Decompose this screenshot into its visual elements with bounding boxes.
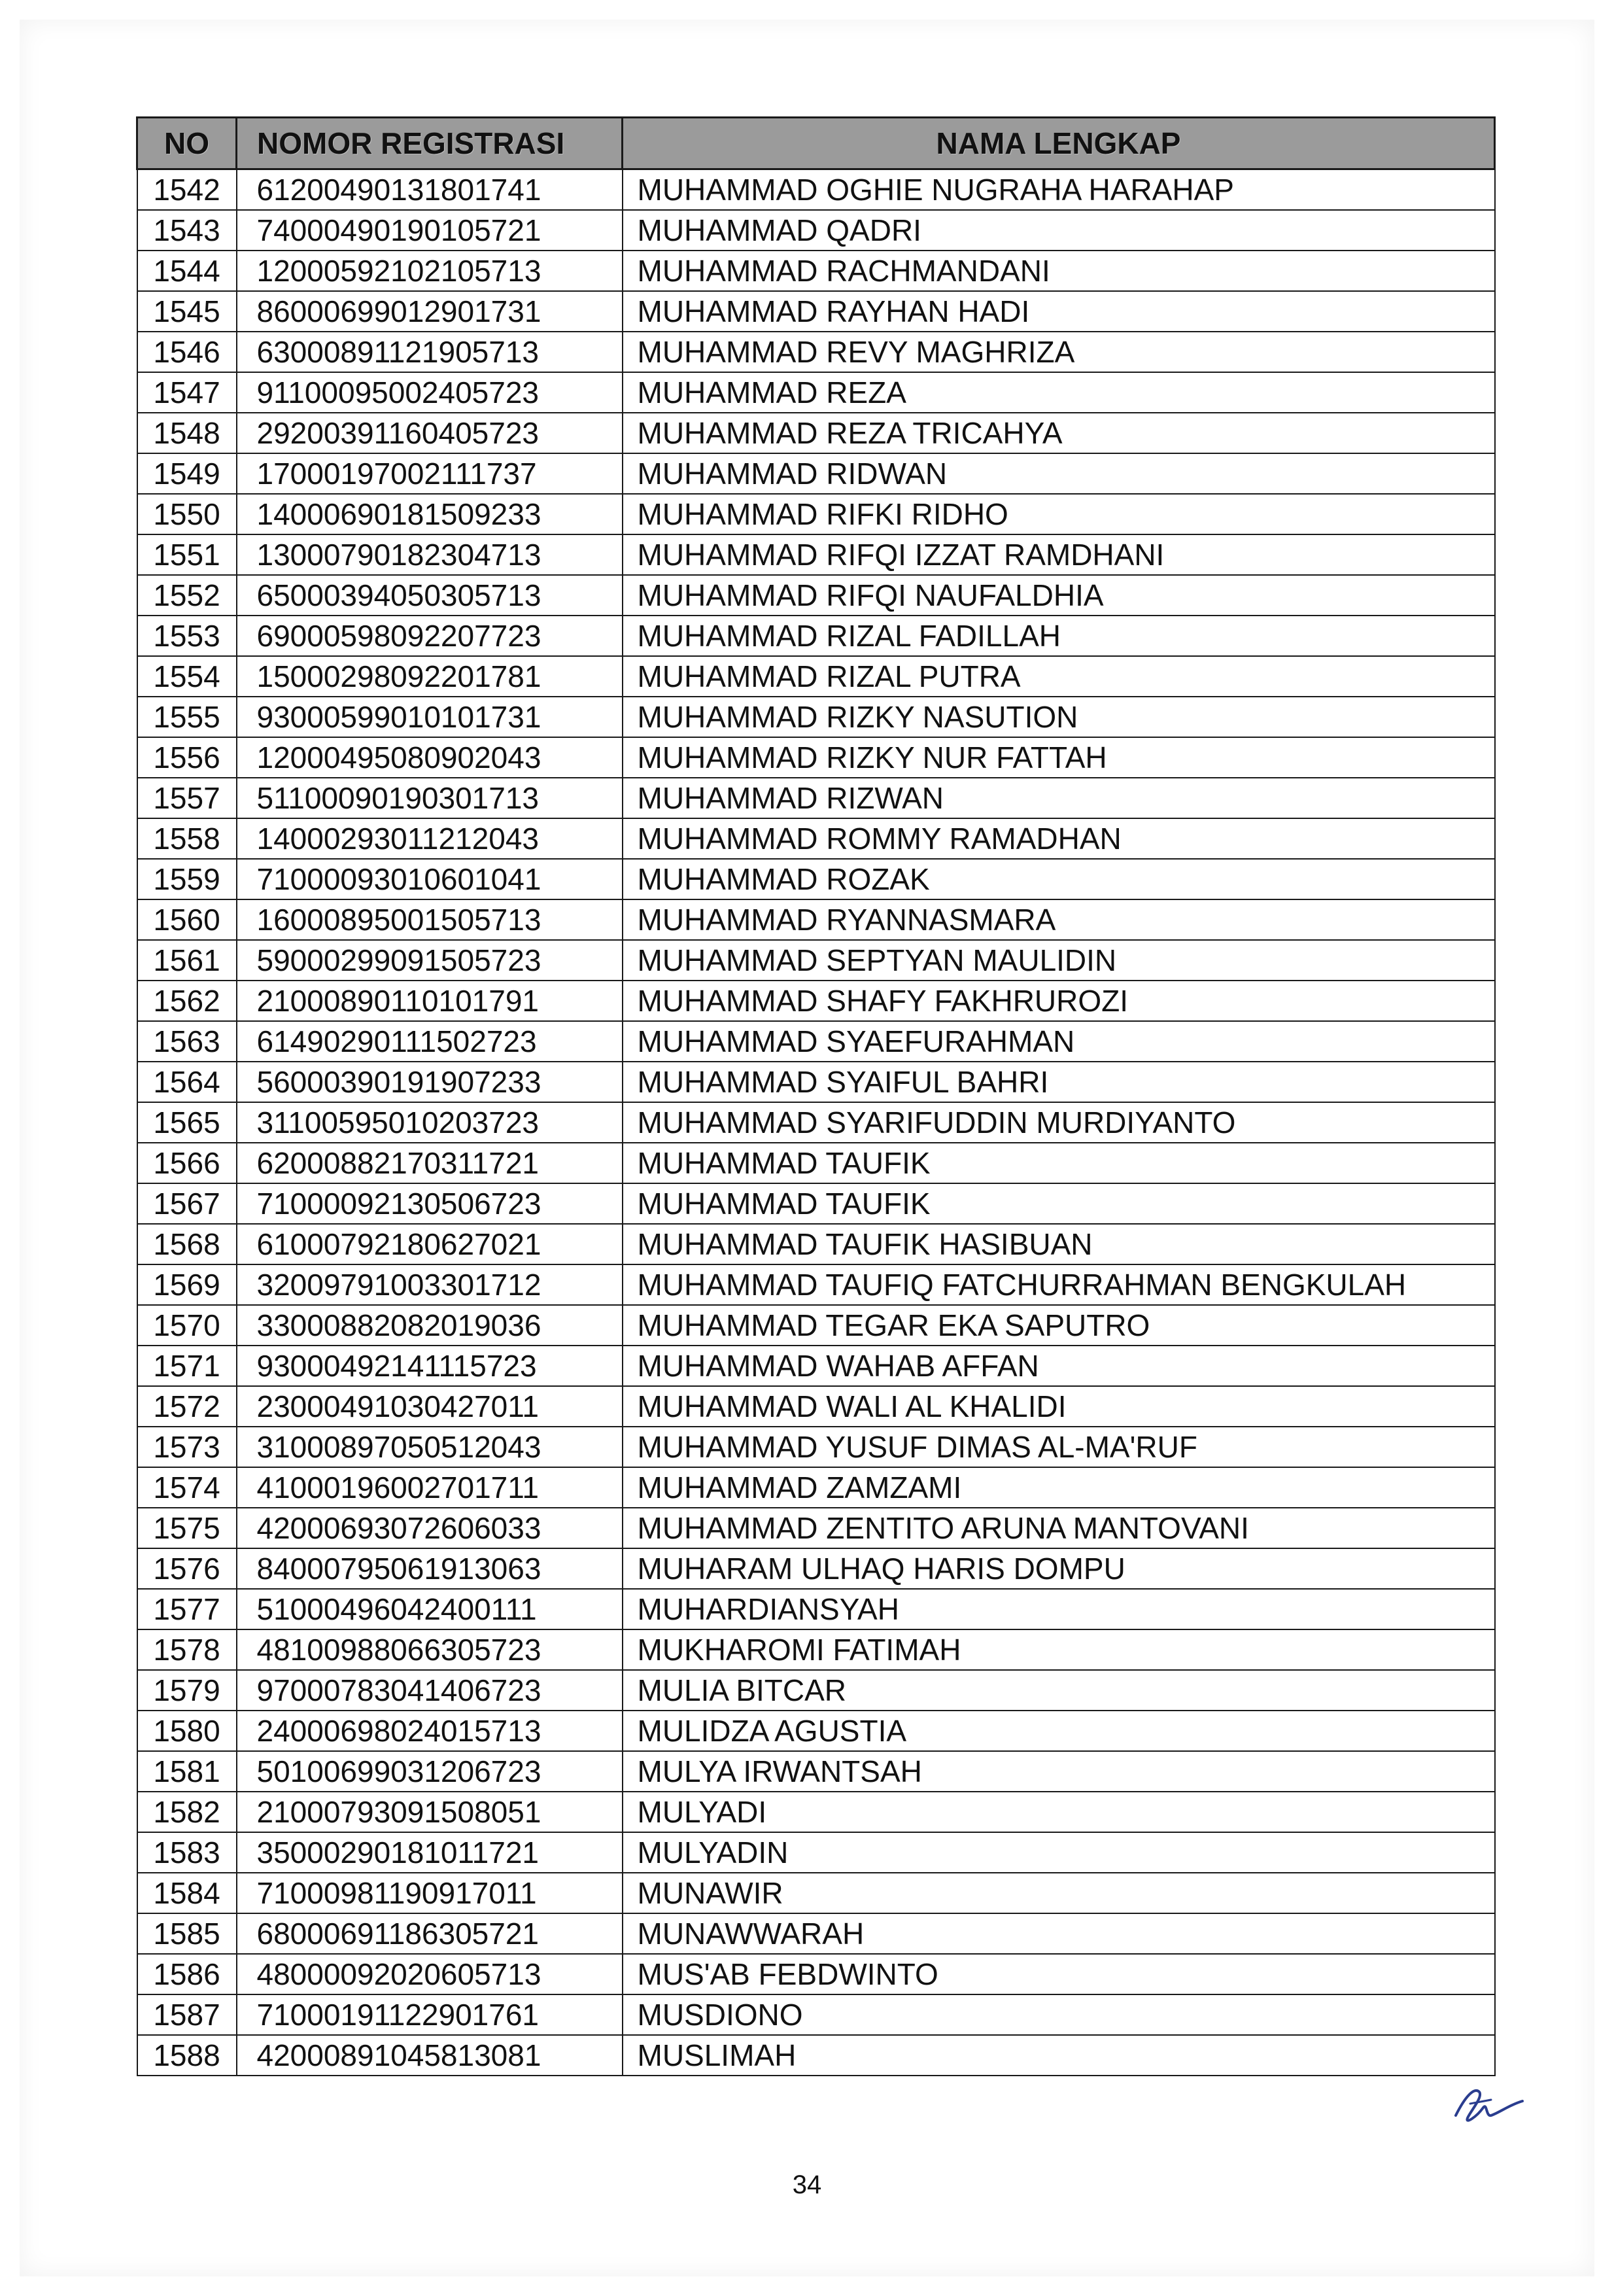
row-number-cell: 1562 <box>137 981 237 1021</box>
full-name-cell: MUHAMMAD RAYHAN HADI <box>623 291 1495 332</box>
table-row <box>137 1954 1495 1994</box>
table-row <box>137 778 1495 818</box>
row-number-cell: 1587 <box>137 1994 237 2035</box>
table-row <box>137 1386 1495 1427</box>
table-row <box>137 1102 1495 1143</box>
row-number-cell: 1579 <box>137 1670 237 1711</box>
row-number-cell: 1561 <box>137 940 237 981</box>
row-number-cell: 1551 <box>137 534 237 575</box>
table-row <box>137 1994 1495 2035</box>
table-row <box>137 1427 1495 1467</box>
full-name-cell: MUHAMMAD TAUFIK <box>623 1143 1495 1183</box>
table-row <box>137 1264 1495 1305</box>
row-number-cell: 1545 <box>137 291 237 332</box>
row-number-cell: 1546 <box>137 332 237 372</box>
registration-number-cell: 14000690181509233 <box>237 494 623 534</box>
registration-number-cell: 71000092130506723 <box>237 1183 623 1224</box>
registration-number-cell: 61200490131801741 <box>237 169 623 211</box>
row-number-cell: 1550 <box>137 494 237 534</box>
full-name-cell: MUNAWIR <box>623 1873 1495 1913</box>
row-number-cell: 1547 <box>137 372 237 413</box>
row-number-cell: 1563 <box>137 1021 237 1062</box>
table-row <box>137 1305 1495 1346</box>
registration-number-cell: 48000092020605713 <box>237 1954 623 1994</box>
row-number-cell: 1554 <box>137 656 237 697</box>
full-name-cell: MUHAMMAD RIZKY NASUTION <box>623 697 1495 737</box>
registration-number-cell: 21000793091508051 <box>237 1792 623 1832</box>
table-row <box>137 251 1495 291</box>
registration-number-cell: 84000795061913063 <box>237 1548 623 1589</box>
full-name-cell: MUHAMMAD RIFQI NAUFALDHIA <box>623 575 1495 616</box>
full-name-cell: MULIDZA AGUSTIA <box>623 1711 1495 1751</box>
full-name-cell: MUHAMMAD ZENTITO ARUNA MANTOVANI <box>623 1508 1495 1548</box>
full-name-cell: MULIA BITCAR <box>623 1670 1495 1711</box>
registration-number-cell: 32009791003301712 <box>237 1264 623 1305</box>
table-row <box>137 1062 1495 1102</box>
full-name-cell: MUHAMMAD RYANNASMARA <box>623 899 1495 940</box>
full-name-cell: MUHAMMAD SYAEFURAHMAN <box>623 1021 1495 1062</box>
table-row <box>137 1751 1495 1792</box>
table-row <box>137 291 1495 332</box>
registration-number-cell: 61000792180627021 <box>237 1224 623 1264</box>
page-number: 34 <box>792 2170 822 2199</box>
row-number-cell: 1586 <box>137 1954 237 1994</box>
registration-number-cell: 23000491030427011 <box>237 1386 623 1427</box>
registration-number-cell: 50100699031206723 <box>237 1751 623 1792</box>
registration-number-cell: 59000299091505723 <box>237 940 623 981</box>
row-number-cell: 1548 <box>137 413 237 453</box>
table-row <box>137 1832 1495 1873</box>
full-name-cell: MUHAMMAD YUSUF DIMAS AL-MA'RUF <box>623 1427 1495 1467</box>
table-row <box>137 1021 1495 1062</box>
registration-number-cell: 42000891045813081 <box>237 2035 623 2076</box>
full-name-cell: MUKHAROMI FATIMAH <box>623 1629 1495 1670</box>
row-number-cell: 1568 <box>137 1224 237 1264</box>
full-name-cell: MUHAMMAD WAHAB AFFAN <box>623 1346 1495 1386</box>
header-no: NO <box>137 118 237 169</box>
row-number-cell: 1566 <box>137 1143 237 1183</box>
registration-number-cell: 31000897050512043 <box>237 1427 623 1467</box>
header-registration-number: NOMOR REGISTRASI <box>237 118 623 169</box>
row-number-cell: 1558 <box>137 818 237 859</box>
row-number-cell: 1578 <box>137 1629 237 1670</box>
table-row <box>137 534 1495 575</box>
row-number-cell: 1583 <box>137 1832 237 1873</box>
table-row <box>137 1873 1495 1913</box>
row-number-cell: 1549 <box>137 453 237 494</box>
row-number-cell: 1564 <box>137 1062 237 1102</box>
full-name-cell: MUHAMMAD WALI AL KHALIDI <box>623 1386 1495 1427</box>
table-row <box>137 1670 1495 1711</box>
full-name-cell: MUHAMMAD QADRI <box>623 210 1495 251</box>
row-number-cell: 1581 <box>137 1751 237 1792</box>
registration-number-cell: 48100988066305723 <box>237 1629 623 1670</box>
registration-number-cell: 12000495080902043 <box>237 737 623 778</box>
registration-number-cell: 68000691186305721 <box>237 1913 623 1954</box>
full-name-cell: MUHAMMAD RIDWAN <box>623 453 1495 494</box>
table-row <box>137 981 1495 1021</box>
registration-number-cell: 17000197002111737 <box>237 453 623 494</box>
table-row <box>137 494 1495 534</box>
row-number-cell: 1584 <box>137 1873 237 1913</box>
full-name-cell: MUHAMMAD RIZAL PUTRA <box>623 656 1495 697</box>
registration-number-cell: 86000699012901731 <box>237 291 623 332</box>
registration-number-cell: 97000783041406723 <box>237 1670 623 1711</box>
row-number-cell: 1552 <box>137 575 237 616</box>
registration-number-cell: 71000981190917011 <box>237 1873 623 1913</box>
row-number-cell: 1542 <box>137 169 237 211</box>
table-header-row <box>137 118 1495 169</box>
registration-number-cell: 62000882170311721 <box>237 1143 623 1183</box>
table-row <box>137 616 1495 656</box>
table-row <box>137 169 1495 211</box>
full-name-cell: MUHAMMAD RACHMANDANI <box>623 251 1495 291</box>
row-number-cell: 1544 <box>137 251 237 291</box>
registration-table <box>136 116 1496 2076</box>
table-row <box>137 1143 1495 1183</box>
registration-number-cell: 24000698024015713 <box>237 1711 623 1751</box>
full-name-cell: MUHAMMAD ROZAK <box>623 859 1495 899</box>
registration-number-cell: 74000490190105721 <box>237 210 623 251</box>
registration-number-cell: 71000093010601041 <box>237 859 623 899</box>
registration-number-cell: 13000790182304713 <box>237 534 623 575</box>
full-name-cell: MUHAMMAD RIZAL FADILLAH <box>623 616 1495 656</box>
row-number-cell: 1575 <box>137 1508 237 1548</box>
row-number-cell: 1555 <box>137 697 237 737</box>
full-name-cell: MUHAMMAD SEPTYAN MAULIDIN <box>623 940 1495 981</box>
table-body <box>137 169 1495 2076</box>
row-number-cell: 1565 <box>137 1102 237 1143</box>
full-name-cell: MUHARAM ULHAQ HARIS DOMPU <box>623 1548 1495 1589</box>
full-name-cell: MUNAWWARAH <box>623 1913 1495 1954</box>
registration-number-cell: 42000693072606033 <box>237 1508 623 1548</box>
full-name-cell: MUHAMMAD ZAMZAMI <box>623 1467 1495 1508</box>
registration-number-cell: 14000293011212043 <box>237 818 623 859</box>
full-name-cell: MUHAMMAD TAUFIQ FATCHURRAHMAN BENGKULAH <box>623 1264 1495 1305</box>
full-name-cell: MUHARDIANSYAH <box>623 1589 1495 1629</box>
registration-number-cell: 31100595010203723 <box>237 1102 623 1143</box>
row-number-cell: 1569 <box>137 1264 237 1305</box>
registration-number-cell: 51000496042400111 <box>237 1589 623 1629</box>
full-name-cell: MUHAMMAD SHAFY FAKHRUROZI <box>623 981 1495 1021</box>
full-name-cell: MUHAMMAD RIFQI IZZAT RAMDHANI <box>623 534 1495 575</box>
full-name-cell: MUS'AB FEBDWINTO <box>623 1954 1495 1994</box>
full-name-cell: MUHAMMAD REZA <box>623 372 1495 413</box>
table-row <box>137 1346 1495 1386</box>
row-number-cell: 1556 <box>137 737 237 778</box>
table-row <box>137 737 1495 778</box>
registration-number-cell: 93000492141115723 <box>237 1346 623 1386</box>
table-row <box>137 453 1495 494</box>
full-name-cell: MUHAMMAD RIZKY NUR FATTAH <box>623 737 1495 778</box>
table-header <box>137 118 1495 169</box>
full-name-cell: MUHAMMAD ROMMY RAMADHAN <box>623 818 1495 859</box>
registration-number-cell: 33000882082019036 <box>237 1305 623 1346</box>
registration-number-cell: 51100090190301713 <box>237 778 623 818</box>
registration-number-cell: 41000196002701711 <box>237 1467 623 1508</box>
full-name-cell: MUSDIONO <box>623 1994 1495 2035</box>
registration-number-cell: 69000598092207723 <box>237 616 623 656</box>
full-name-cell: MUHAMMAD RIFKI RIDHO <box>623 494 1495 534</box>
row-number-cell: 1573 <box>137 1427 237 1467</box>
registration-number-cell: 56000390191907233 <box>237 1062 623 1102</box>
registration-number-cell: 91100095002405723 <box>237 372 623 413</box>
registration-number-cell: 63000891121905713 <box>237 332 623 372</box>
table-row <box>137 859 1495 899</box>
row-number-cell: 1557 <box>137 778 237 818</box>
table-row <box>137 697 1495 737</box>
full-name-cell: MUHAMMAD TEGAR EKA SAPUTRO <box>623 1305 1495 1346</box>
full-name-cell: MUHAMMAD OGHIE NUGRAHA HARAHAP <box>623 169 1495 211</box>
row-number-cell: 1577 <box>137 1589 237 1629</box>
row-number-cell: 1576 <box>137 1548 237 1589</box>
table-row <box>137 2035 1495 2076</box>
row-number-cell: 1567 <box>137 1183 237 1224</box>
table-row <box>137 1589 1495 1629</box>
row-number-cell: 1553 <box>137 616 237 656</box>
table-row <box>137 1183 1495 1224</box>
table-row <box>137 413 1495 453</box>
full-name-cell: MULYADIN <box>623 1832 1495 1873</box>
table-row <box>137 1711 1495 1751</box>
full-name-cell: MULYA IRWANTSAH <box>623 1751 1495 1792</box>
table-row <box>137 940 1495 981</box>
full-name-cell: MULYADI <box>623 1792 1495 1832</box>
table-row <box>137 899 1495 940</box>
full-name-cell: MUHAMMAD SYAIFUL BAHRI <box>623 1062 1495 1102</box>
registration-number-cell: 61490290111502723 <box>237 1021 623 1062</box>
table-row <box>137 1913 1495 1954</box>
table-row <box>137 210 1495 251</box>
row-number-cell: 1588 <box>137 2035 237 2076</box>
table-row <box>137 332 1495 372</box>
row-number-cell: 1571 <box>137 1346 237 1386</box>
full-name-cell: MUHAMMAD REVY MAGHRIZA <box>623 332 1495 372</box>
registration-number-cell: 29200391160405723 <box>237 413 623 453</box>
full-name-cell: MUHAMMAD REZA TRICAHYA <box>623 413 1495 453</box>
registration-number-cell: 93000599010101731 <box>237 697 623 737</box>
header-full-name: NAMA LENGKAP <box>623 118 1495 169</box>
row-number-cell: 1570 <box>137 1305 237 1346</box>
row-number-cell: 1574 <box>137 1467 237 1508</box>
table-row <box>137 1508 1495 1548</box>
table-row <box>137 372 1495 413</box>
full-name-cell: MUHAMMAD TAUFIK HASIBUAN <box>623 1224 1495 1264</box>
row-number-cell: 1585 <box>137 1913 237 1954</box>
full-name-cell: MUSLIMAH <box>623 2035 1495 2076</box>
table-row <box>137 656 1495 697</box>
full-name-cell: MUHAMMAD TAUFIK <box>623 1183 1495 1224</box>
row-number-cell: 1580 <box>137 1711 237 1751</box>
full-name-cell: MUHAMMAD RIZWAN <box>623 778 1495 818</box>
table-row <box>137 1467 1495 1508</box>
signature-initials-icon <box>1451 2078 1529 2130</box>
registration-number-cell: 71000191122901761 <box>237 1994 623 2035</box>
table-row <box>137 1629 1495 1670</box>
row-number-cell: 1582 <box>137 1792 237 1832</box>
registration-number-cell: 65000394050305713 <box>237 575 623 616</box>
table-row <box>137 1792 1495 1832</box>
table-row <box>137 1224 1495 1264</box>
table-row <box>137 1548 1495 1589</box>
full-name-cell: MUHAMMAD SYARIFUDDIN MURDIYANTO <box>623 1102 1495 1143</box>
registration-number-cell: 21000890110101791 <box>237 981 623 1021</box>
registration-number-cell: 12000592102105713 <box>237 251 623 291</box>
row-number-cell: 1560 <box>137 899 237 940</box>
table-row <box>137 818 1495 859</box>
registration-number-cell: 15000298092201781 <box>237 656 623 697</box>
row-number-cell: 1572 <box>137 1386 237 1427</box>
registration-number-cell: 35000290181011721 <box>237 1832 623 1873</box>
table-row <box>137 575 1495 616</box>
row-number-cell: 1543 <box>137 210 237 251</box>
registration-number-cell: 16000895001505713 <box>237 899 623 940</box>
row-number-cell: 1559 <box>137 859 237 899</box>
